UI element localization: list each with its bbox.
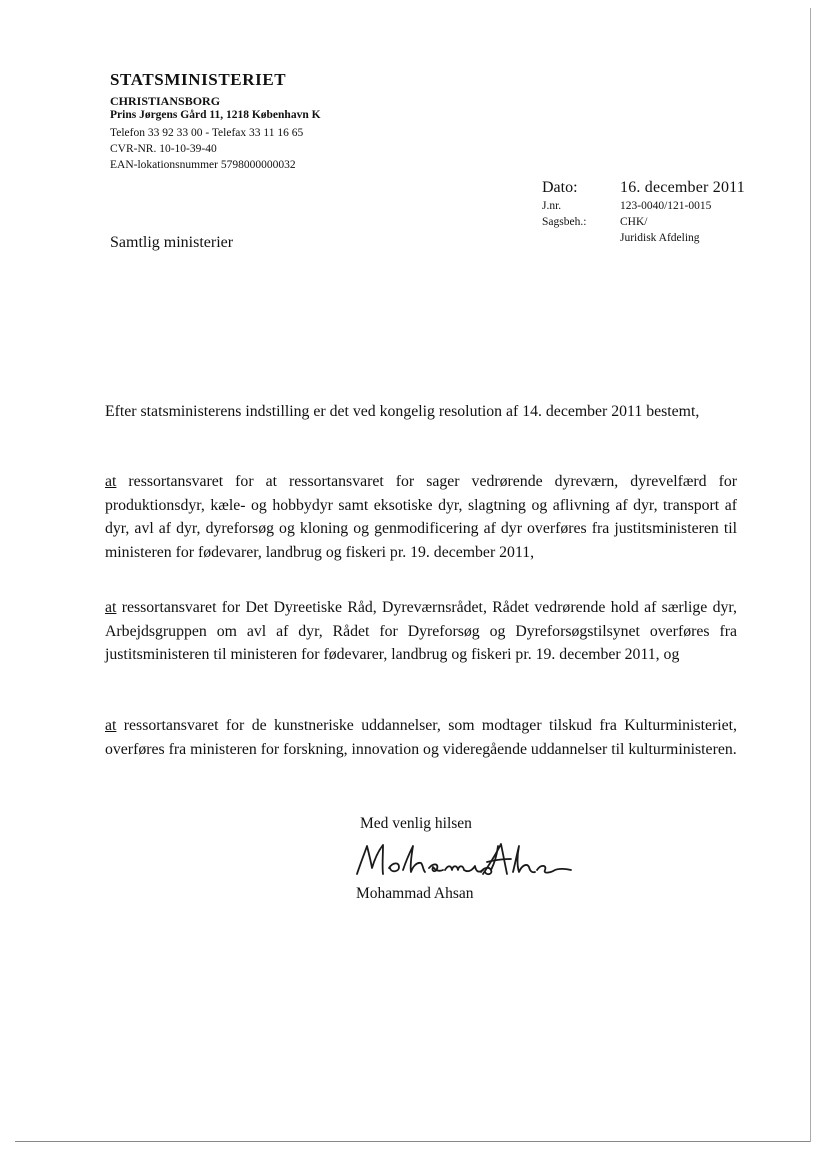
clause-paragraph-1 [105, 470, 737, 564]
clause-text-2: ressortansvaret for Det Dyreetiske Råd, Dyreværnsrådet, Rådet vedrørende hold af særlige dyr, Arbejdsgruppen om avl af dyr, Rådet for Dyreforsøg og Dyreforsøgstilsynet overføres fra justitsministeren til ministeren for fødevarer, landbrug og fiskeri pr. 19. december 2011, og [105, 599, 737, 663]
clause-text-3: ressortansvaret for de kunstneriske uddannelser, som modtager tilskud fra Kulturministeriet, overføres fra ministeren for forskning, innovation og videregående uddannelser til kulturministeren. [105, 717, 737, 758]
page-border-bottom [15, 1141, 810, 1142]
clause-paragraph-3 [105, 714, 737, 761]
clause-paragraph-2 [105, 596, 737, 667]
org-address: Prins Jørgens Gård 11, 1218 København K [110, 109, 321, 121]
recipient: Samtlig ministerier [110, 234, 234, 251]
case-handler-value: CHK/ [620, 216, 648, 228]
date-label: Dato: [542, 179, 578, 196]
org-phone-fax: Telefon 33 92 33 00 - Telefax 33 11 16 65 [110, 127, 304, 139]
signer-name: Mohammad Ahsan [356, 885, 474, 902]
case-handler-label: Sagsbeh.: [542, 216, 587, 228]
intro-paragraph: Efter statsministerens indstilling er det ved kongelig resolution af 14. december 2011 bestemt, [105, 403, 700, 420]
org-building: CHRISTIANSBORG [110, 94, 221, 108]
clause-text-1: ressortansvaret for at ressortansvaret for sager vedrørende dyreværn, dyrevelfærd for produktionsdyr, kæle- og hobbydyr samt eksotiske dyr, slagtning og aflivning af dyr, transport af dyr, avl af dyr, dyreforsøg og kloning og genmodificering af dyr overføres fra justitsministeren til ministeren for fødevarer, landbrug og fiskeri pr. 19. december 2011, [105, 473, 737, 561]
org-cvr: CVR-NR. 10-10-39-40 [110, 143, 217, 155]
at-word: at [105, 599, 117, 616]
jnr-label: J.nr. [542, 200, 562, 212]
at-word: at [105, 473, 117, 490]
date-value: 16. december 2011 [620, 179, 745, 196]
at-word: at [105, 717, 117, 734]
page-border-right [810, 8, 811, 1142]
closing-greeting: Med venlig hilsen [360, 815, 472, 832]
org-name: STATSMINISTERIET [110, 70, 287, 89]
jnr-value: 123-0040/121-0015 [620, 200, 712, 212]
org-ean: EAN-lokationsnummer 5798000000032 [110, 159, 296, 171]
department: Juridisk Afdeling [620, 232, 700, 244]
signature [345, 832, 575, 884]
